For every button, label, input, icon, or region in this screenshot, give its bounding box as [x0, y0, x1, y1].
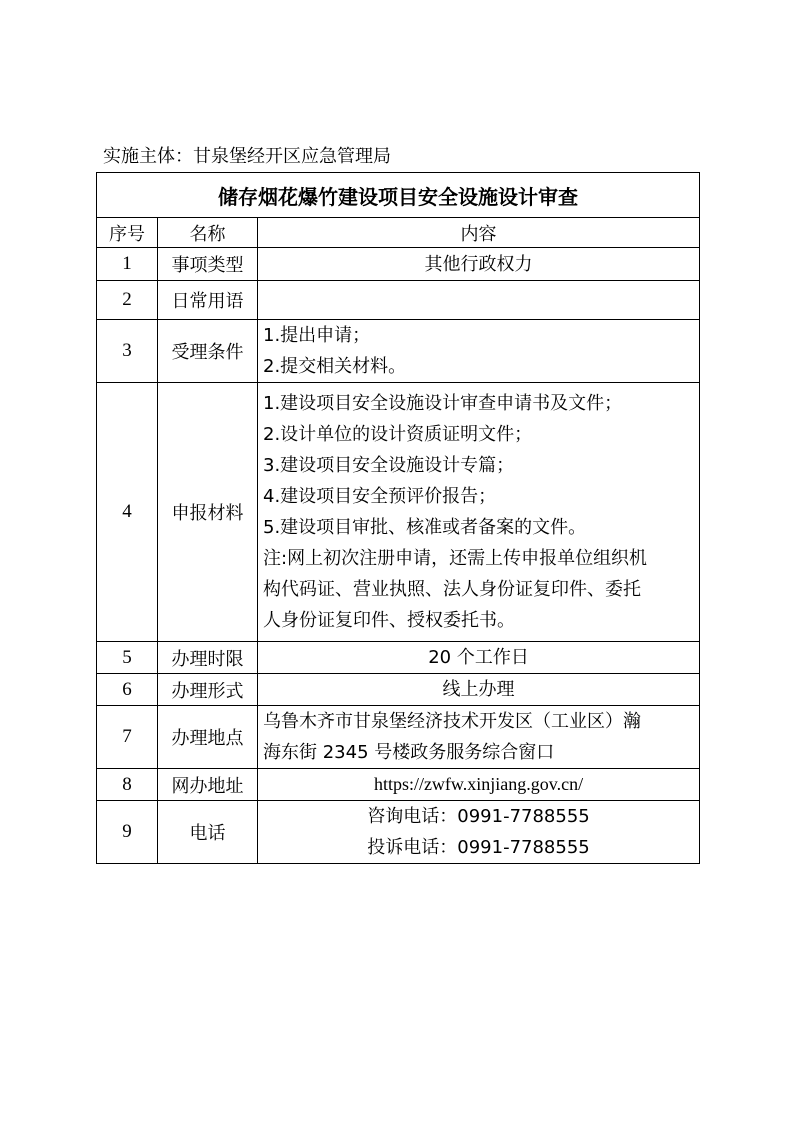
- row-content: [258, 706, 700, 769]
- row-name: 办理时限: [158, 642, 258, 674]
- table-row: [97, 248, 700, 281]
- header-seq: 序号: [97, 218, 158, 248]
- web-address-link[interactable]: https://zwfw.xinjiang.gov.cn/: [373, 774, 584, 794]
- row-seq: 2: [97, 281, 158, 320]
- header-content: 内容: [258, 218, 700, 248]
- content-line: 构代码证、营业执照、法人身份证复印件、委托: [263, 579, 641, 600]
- table-row: [97, 320, 700, 383]
- row-seq: 6: [97, 674, 158, 706]
- row-name: 网办地址: [158, 769, 258, 801]
- content-line: 乌鲁木齐市甘泉堡经济技术开发区（工业区）瀚: [263, 711, 641, 732]
- row-seq: 9: [97, 801, 158, 864]
- table-title: 储存烟花爆竹建设项目安全设施设计审查: [97, 173, 700, 218]
- table-row: [97, 642, 700, 674]
- content-line: 20 个工作日: [428, 647, 529, 668]
- table-header-row: [97, 218, 700, 248]
- row-seq: 3: [97, 320, 158, 383]
- content-line: 注:网上初次注册申请，还需上传申报单位组织机: [263, 548, 648, 569]
- content-line: 1.建设项目安全设施设计审查申请书及文件；: [263, 393, 623, 414]
- row-content: [258, 674, 700, 706]
- row-seq: 8: [97, 769, 158, 801]
- table-row: [97, 674, 700, 706]
- row-name: 办理地点: [158, 706, 258, 769]
- row-content: [258, 769, 700, 801]
- content-line: 5.建设项目审批、核准或者备案的文件。: [263, 517, 587, 538]
- table-row: [97, 281, 700, 320]
- row-content: [258, 281, 700, 320]
- content-line: 2.提交相关材料。: [263, 356, 407, 377]
- row-seq: 5: [97, 642, 158, 674]
- content-line: 2.设计单位的设计资质证明文件；: [263, 424, 533, 445]
- row-seq: 4: [97, 383, 158, 642]
- row-seq: 7: [97, 706, 158, 769]
- row-name: 办理形式: [158, 674, 258, 706]
- content-line: 3.建设项目安全设施设计专篇；: [263, 455, 515, 476]
- content-line: 线上办理: [442, 679, 515, 700]
- row-content: [258, 248, 700, 281]
- implementing-body: 实施主体：甘泉堡经开区应急管理局: [103, 146, 391, 167]
- table-row: [97, 706, 700, 769]
- table-row: [97, 383, 700, 642]
- content-line: 人身份证复印件、授权委托书。: [263, 610, 515, 631]
- row-content: [258, 383, 700, 642]
- content-line: 海东街 2345 号楼政务服务综合窗口: [263, 742, 555, 763]
- service-info-table: [96, 172, 700, 864]
- row-name: 日常用语: [158, 281, 258, 320]
- content-line: 投诉电话：0991-7788555: [367, 837, 590, 858]
- content-line: 1.提出申请；: [263, 325, 371, 346]
- row-content: [258, 801, 700, 864]
- content-line: 4.建设项目安全预评价报告；: [263, 486, 497, 507]
- row-name: 受理条件: [158, 320, 258, 383]
- row-content: [258, 642, 700, 674]
- row-name: 事项类型: [158, 248, 258, 281]
- row-name: 电话: [158, 801, 258, 864]
- content-line: 其他行政权力: [424, 253, 533, 275]
- row-name: 申报材料: [158, 383, 258, 642]
- table-row: [97, 769, 700, 801]
- row-seq: 1: [97, 248, 158, 281]
- content-line: 咨询电话：0991-7788555: [367, 806, 590, 827]
- row-content: [258, 320, 700, 383]
- table-row: [97, 801, 700, 864]
- header-name: 名称: [158, 218, 258, 248]
